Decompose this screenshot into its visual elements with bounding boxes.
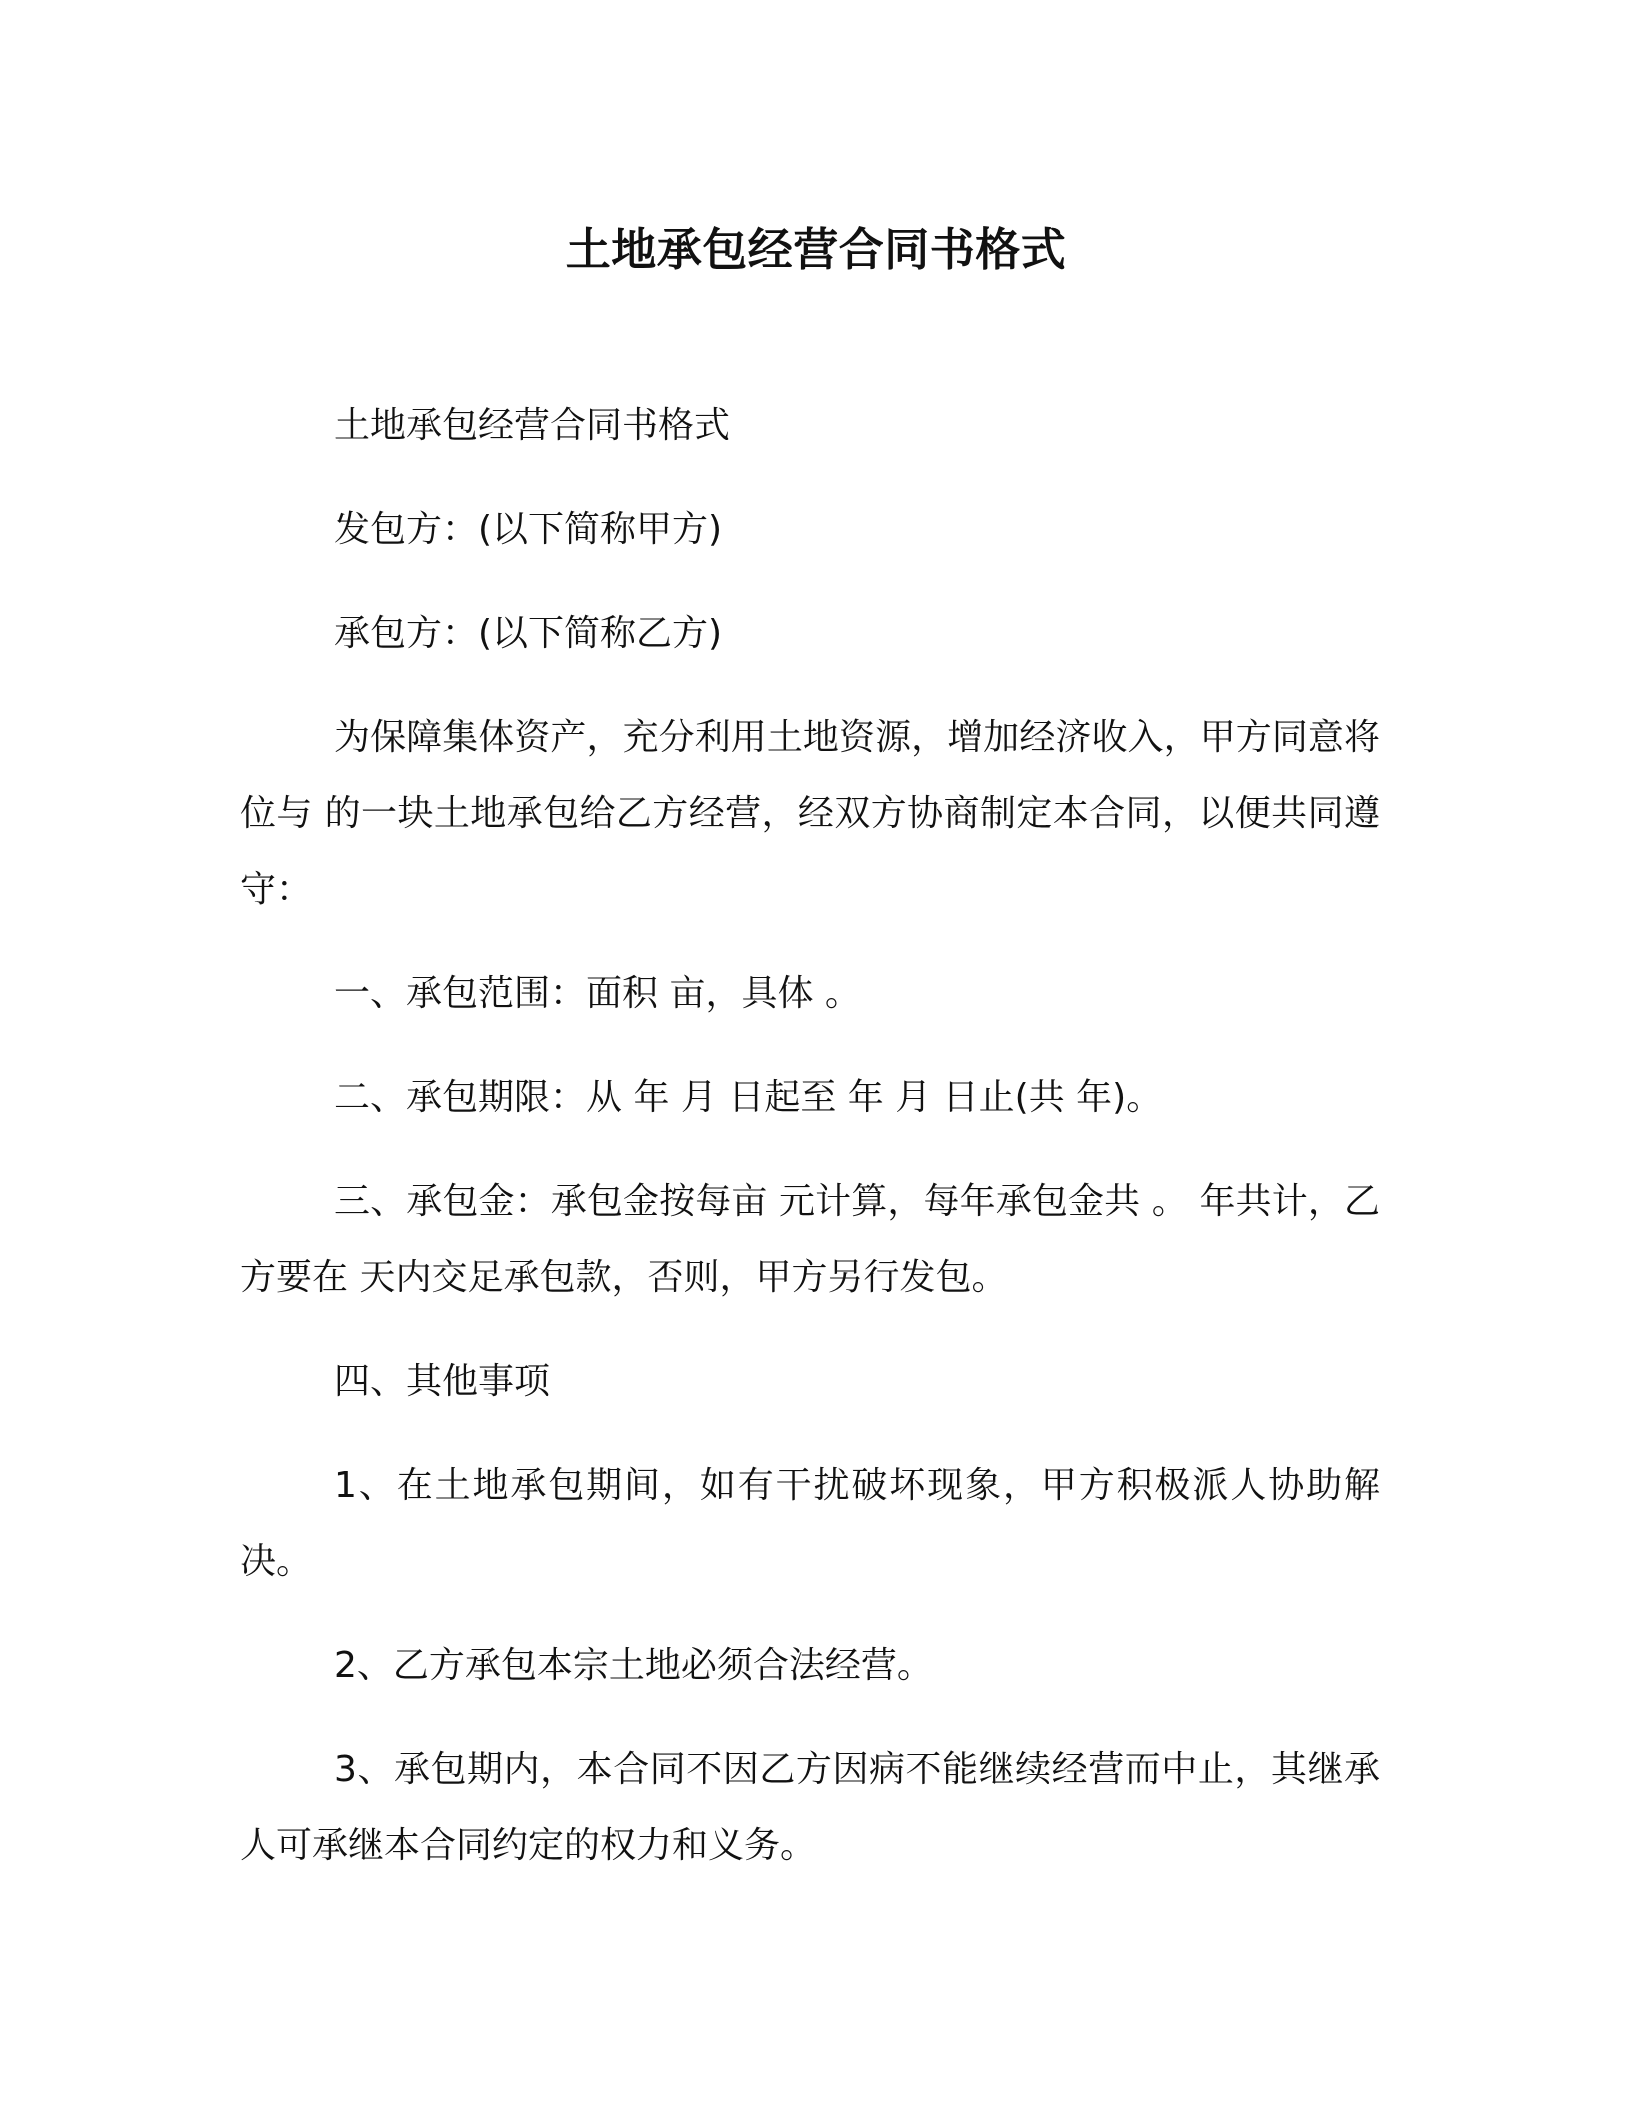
subtitle-paragraph: 土地承包经营合同书格式: [334, 405, 731, 446]
other-item-1: 1、在土地承包期间，如有干扰破坏现象，甲方积极派人协助解决。: [240, 1465, 1380, 1582]
other-item-2: 2、乙方承包本宗土地必须合法经营。: [334, 1645, 933, 1686]
contractee-party-line: 承包方：(以下简称乙方): [334, 613, 723, 654]
clause-fee: 三、承包金：承包金按每亩 元计算，每年承包金共 。 年共计，乙方要在 天内交足承包款，否则，甲方另行发包。: [240, 1181, 1380, 1298]
clause-scope: 一、承包范围：面积 亩，具体 。: [334, 973, 861, 1014]
clause-other-heading: 四、其他事项: [334, 1361, 551, 1402]
document-title: 土地承包经营合同书格式: [565, 223, 1067, 276]
preamble-paragraph: 为保障集体资产，充分利用土地资源，增加经济收入，甲方同意将位与 的一块土地承包给乙方经营，经双方协商制定本合同，以便共同遵守：: [240, 717, 1380, 910]
contractor-party-line: 发包方：(以下简称甲方): [334, 509, 723, 550]
document-body: [240, 388, 1380, 1912]
other-item-3: 3、承包期内，本合同不因乙方因病不能继续经营而中止，其继承人可承继本合同约定的权力和义务。: [240, 1749, 1380, 1866]
clause-term: 二、承包期限：从 年 月 日起至 年 月 日止(共 年)。: [334, 1077, 1163, 1118]
